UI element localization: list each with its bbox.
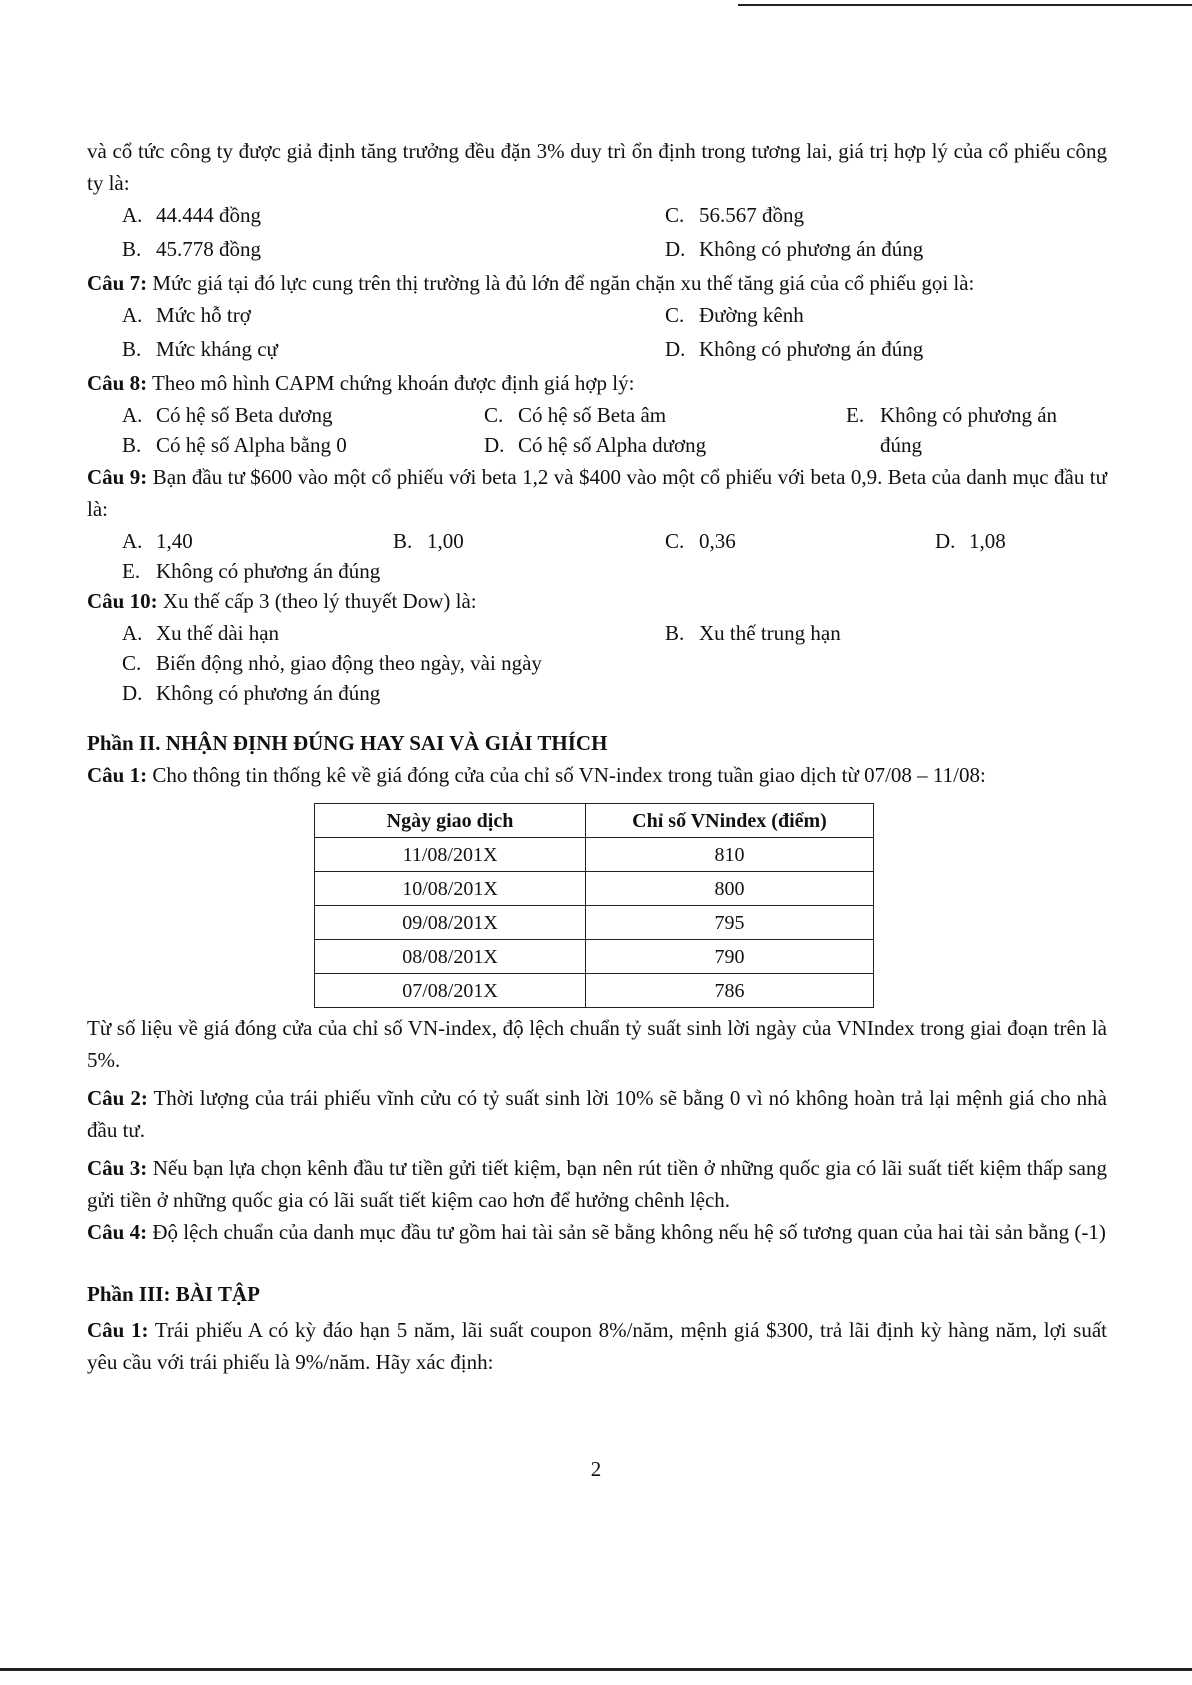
option-c: C. Biến động nhỏ, giao động theo ngày, vài ngày: [122, 651, 542, 675]
table-row: 07/08/201X 786: [315, 974, 874, 1008]
part-2-question-2: Câu 2: Thời lượng của trái phiếu vĩnh cửu có tỷ suất sinh lời 10% sẽ bằng 0 vì nó không hoàn trả lại mệnh giá cho nhà đầu tư.: [87, 1086, 1108, 1142]
question-6-continuation: và cổ tức công ty được giả định tăng trưởng đều đặn 3% duy trì ổn định trong tương lai, giá trị hợp lý của cổ phiếu công ty là:: [87, 139, 1107, 195]
question-9-label: Câu 9:: [87, 465, 148, 489]
option-e: E. Không có phương án đúng: [122, 559, 381, 583]
part-2-heading: Phần II. NHẬN ĐỊNH ĐÚNG HAY SAI VÀ GIẢI THÍCH: [87, 731, 608, 755]
option-d: D. Không có phương án đúng: [122, 681, 381, 705]
table-row: 10/08/201X 800: [315, 872, 874, 906]
option-d: D. Không có phương án đúng: [665, 237, 924, 261]
option-a: A. 1,40: [122, 529, 193, 553]
document-body: [87, 135, 1107, 1378]
part-2-question-1-label: Câu 1:: [87, 763, 148, 787]
option-d: D. Không có phương án đúng: [665, 337, 924, 361]
table-conclusion: Từ số liệu về giá đóng cửa của chỉ số VN-index, độ lệch chuẩn tỷ suất sinh lời ngày của VNIndex trong giai đoạn trên là 5%.: [87, 1016, 1107, 1072]
part-3-question-1-label: Câu 1:: [87, 1318, 149, 1342]
question-10-options: [87, 617, 1107, 707]
part-2-question-3-label: Câu 3:: [87, 1156, 148, 1180]
option-a: A. Mức hỗ trợ: [122, 303, 251, 327]
column-header-date: Ngày giao dịch: [315, 804, 586, 838]
part-2-question-4-label: Câu 4:: [87, 1220, 148, 1244]
top-rule: [738, 4, 1192, 6]
option-a: A. 44.444 đồng: [122, 203, 261, 227]
question-7: Câu 7: Mức giá tại đó lực cung trên thị trường là đủ lớn để ngăn chặn xu thế tăng giá của cổ phiếu gọi là:: [87, 271, 975, 295]
part-2-question-2-label: Câu 2:: [87, 1086, 148, 1110]
question-10: Câu 10: Xu thế cấp 3 (theo lý thuyết Dow) là:: [87, 589, 477, 613]
part-3-question-1: Câu 1: Trái phiếu A có kỳ đáo hạn 5 năm, lãi suất coupon 8%/năm, mệnh giá $300, trả lãi định kỳ hàng năm, lợi suất yêu cầu với trái phiếu là 9%/năm. Hãy xác định:: [87, 1318, 1108, 1374]
vnindex-table: [314, 803, 874, 1008]
question-7-label: Câu 7:: [87, 271, 148, 295]
table-row: 08/08/201X 790: [315, 940, 874, 974]
question-7-options: [87, 299, 1107, 367]
option-c: C. Có hệ số Beta âm: [484, 403, 667, 427]
question-8: Câu 8: Theo mô hình CAPM chứng khoán được định giá hợp lý:: [87, 371, 635, 395]
option-e: E. Không có phương án: [846, 403, 1058, 427]
column-header-index: Chỉ số VNindex (điểm): [586, 804, 874, 838]
option-b: B. 45.778 đồng: [122, 237, 261, 261]
question-8-label: Câu 8:: [87, 371, 148, 395]
part-2-question-1: Câu 1: Cho thông tin thống kê về giá đóng cửa của chỉ số VN-index trong tuần giao dịch từ 07/08 – 11/08:: [87, 763, 986, 787]
part-2-question-3: Câu 3: Nếu bạn lựa chọn kênh đầu tư tiền gửi tiết kiệm, bạn nên rút tiền ở những quốc gia có lãi suất tiết kiệm thấp sang gửi tiền ở những quốc gia có lãi suất tiết kiệm cao hơn để hưởng chênh lệch.: [87, 1156, 1107, 1212]
question-9: Câu 9: Bạn đầu tư $600 vào một cổ phiếu với beta 1,2 và $400 vào một cổ phiếu với beta 0,9. Beta của danh mục đầu tư là:: [87, 465, 1107, 521]
question-6-options: [87, 199, 1107, 267]
question-9-options: [87, 525, 1107, 585]
option-d: D. 1,08: [935, 529, 1006, 553]
table-header-row: [315, 804, 874, 838]
part-2-question-4: Câu 4: Độ lệch chuẩn của danh mục đầu tư gồm hai tài sản sẽ bằng không nếu hệ số tương quan của hai tài sản bằng (-1): [87, 1220, 1106, 1244]
question-10-label: Câu 10:: [87, 589, 158, 613]
table-row: 11/08/201X 810: [315, 838, 874, 872]
option-b: B. Xu thế trung hạn: [665, 621, 841, 645]
table-row: 09/08/201X 795: [315, 906, 874, 940]
question-8-options: [87, 399, 1107, 461]
option-c: C. 56.567 đồng: [665, 203, 804, 227]
part-3-heading: Phần III: BÀI TẬP: [87, 1282, 260, 1306]
option-b: B. Có hệ số Alpha bằng 0: [122, 433, 347, 457]
option-e-continuation: đúng: [880, 433, 922, 457]
option-a: A. Xu thế dài hạn: [122, 621, 280, 645]
page-number: 2: [590, 1457, 602, 1481]
option-b: B. 1,00: [393, 529, 464, 553]
option-d: D. Có hệ số Alpha dương: [484, 433, 707, 457]
option-a: A. Có hệ số Beta dương: [122, 403, 333, 427]
option-c: C. 0,36: [665, 529, 736, 553]
bottom-rule: [0, 1668, 1192, 1671]
option-b: B. Mức kháng cự: [122, 337, 278, 361]
option-c: C. Đường kênh: [665, 303, 804, 327]
